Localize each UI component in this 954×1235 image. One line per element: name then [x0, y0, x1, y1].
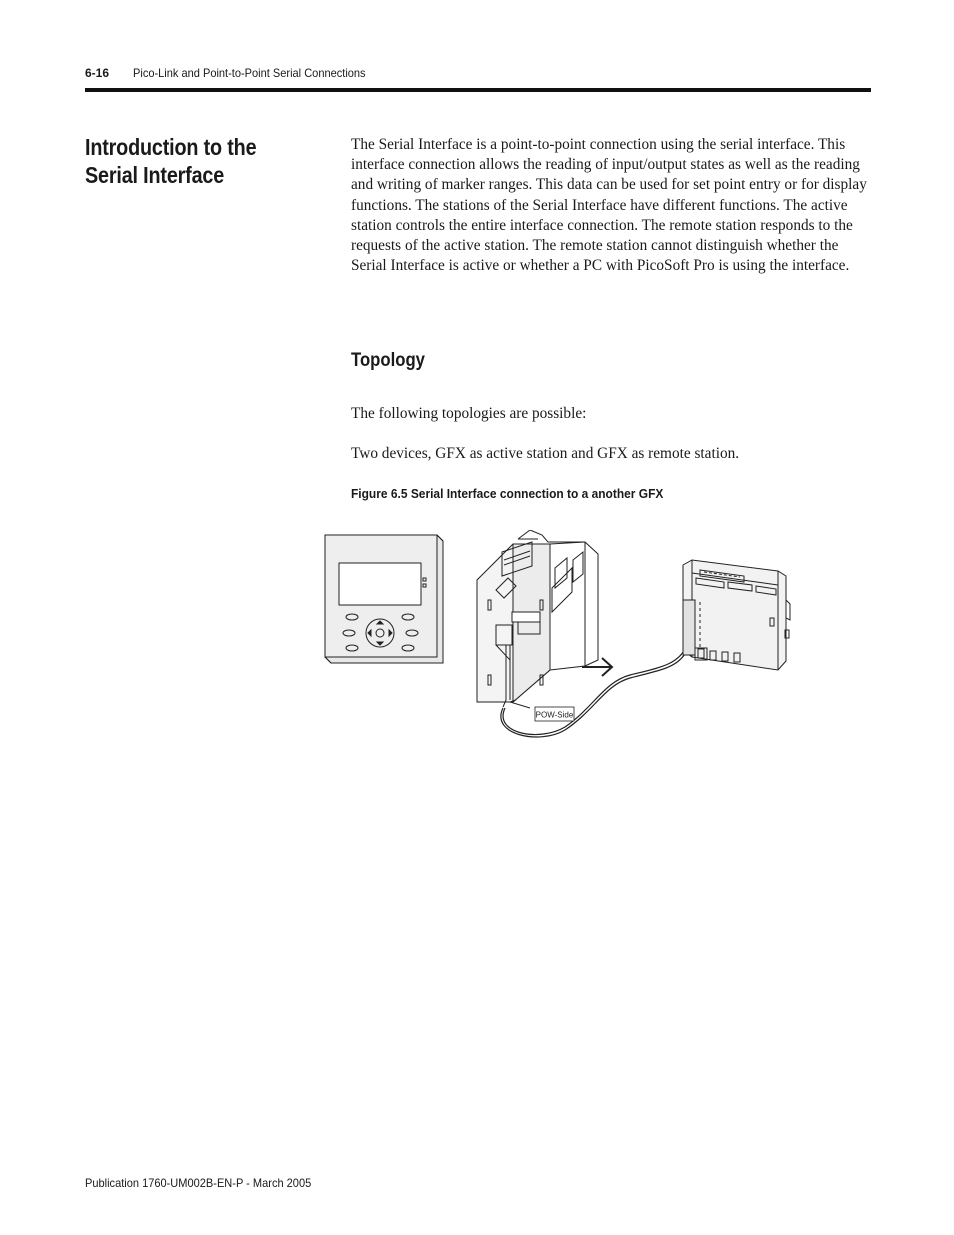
- base-module-icon: [477, 530, 598, 707]
- remote-gfx-icon: [683, 560, 790, 670]
- topology-heading: Topology: [351, 350, 425, 371]
- topology-text-2: Two devices, GFX as active station and GFX as remote station.: [351, 445, 740, 462]
- chapter-title: Pico-Link and Point-to-Point Serial Connections: [133, 66, 366, 80]
- section-title: Introduction to the Serial Interface: [85, 134, 257, 188]
- figure-illustration: [320, 530, 800, 745]
- intro-paragraph: The Serial Interface is a point-to-point connection using the serial interface. This interface connection allows the reading of input/output states as well as the reading and writing of marker ranges. This data can be used for set point entry or for display functions. The stations of the Serial Interface have different functions. The active station controls the entire interface connection. The remote station responds to the requests of the active station. The remote station cannot distinguish whether the Serial Interface is active or whether a PC with PicoSoft Pro is using the interface.: [351, 136, 867, 275]
- figure-caption: Figure 6.5 Serial Interface connection to a another GFX: [351, 486, 664, 501]
- page-number: 6-16: [85, 66, 110, 80]
- display-device-icon: [325, 535, 443, 663]
- topology-text-1: The following topologies are possible:: [351, 405, 587, 422]
- header-rule: [85, 88, 871, 92]
- cable-label: POW-Side: [535, 710, 574, 720]
- serial-connection-diagram: [320, 530, 800, 745]
- footer-publication: Publication 1760-UM002B-EN-P - March 2005: [85, 1176, 312, 1190]
